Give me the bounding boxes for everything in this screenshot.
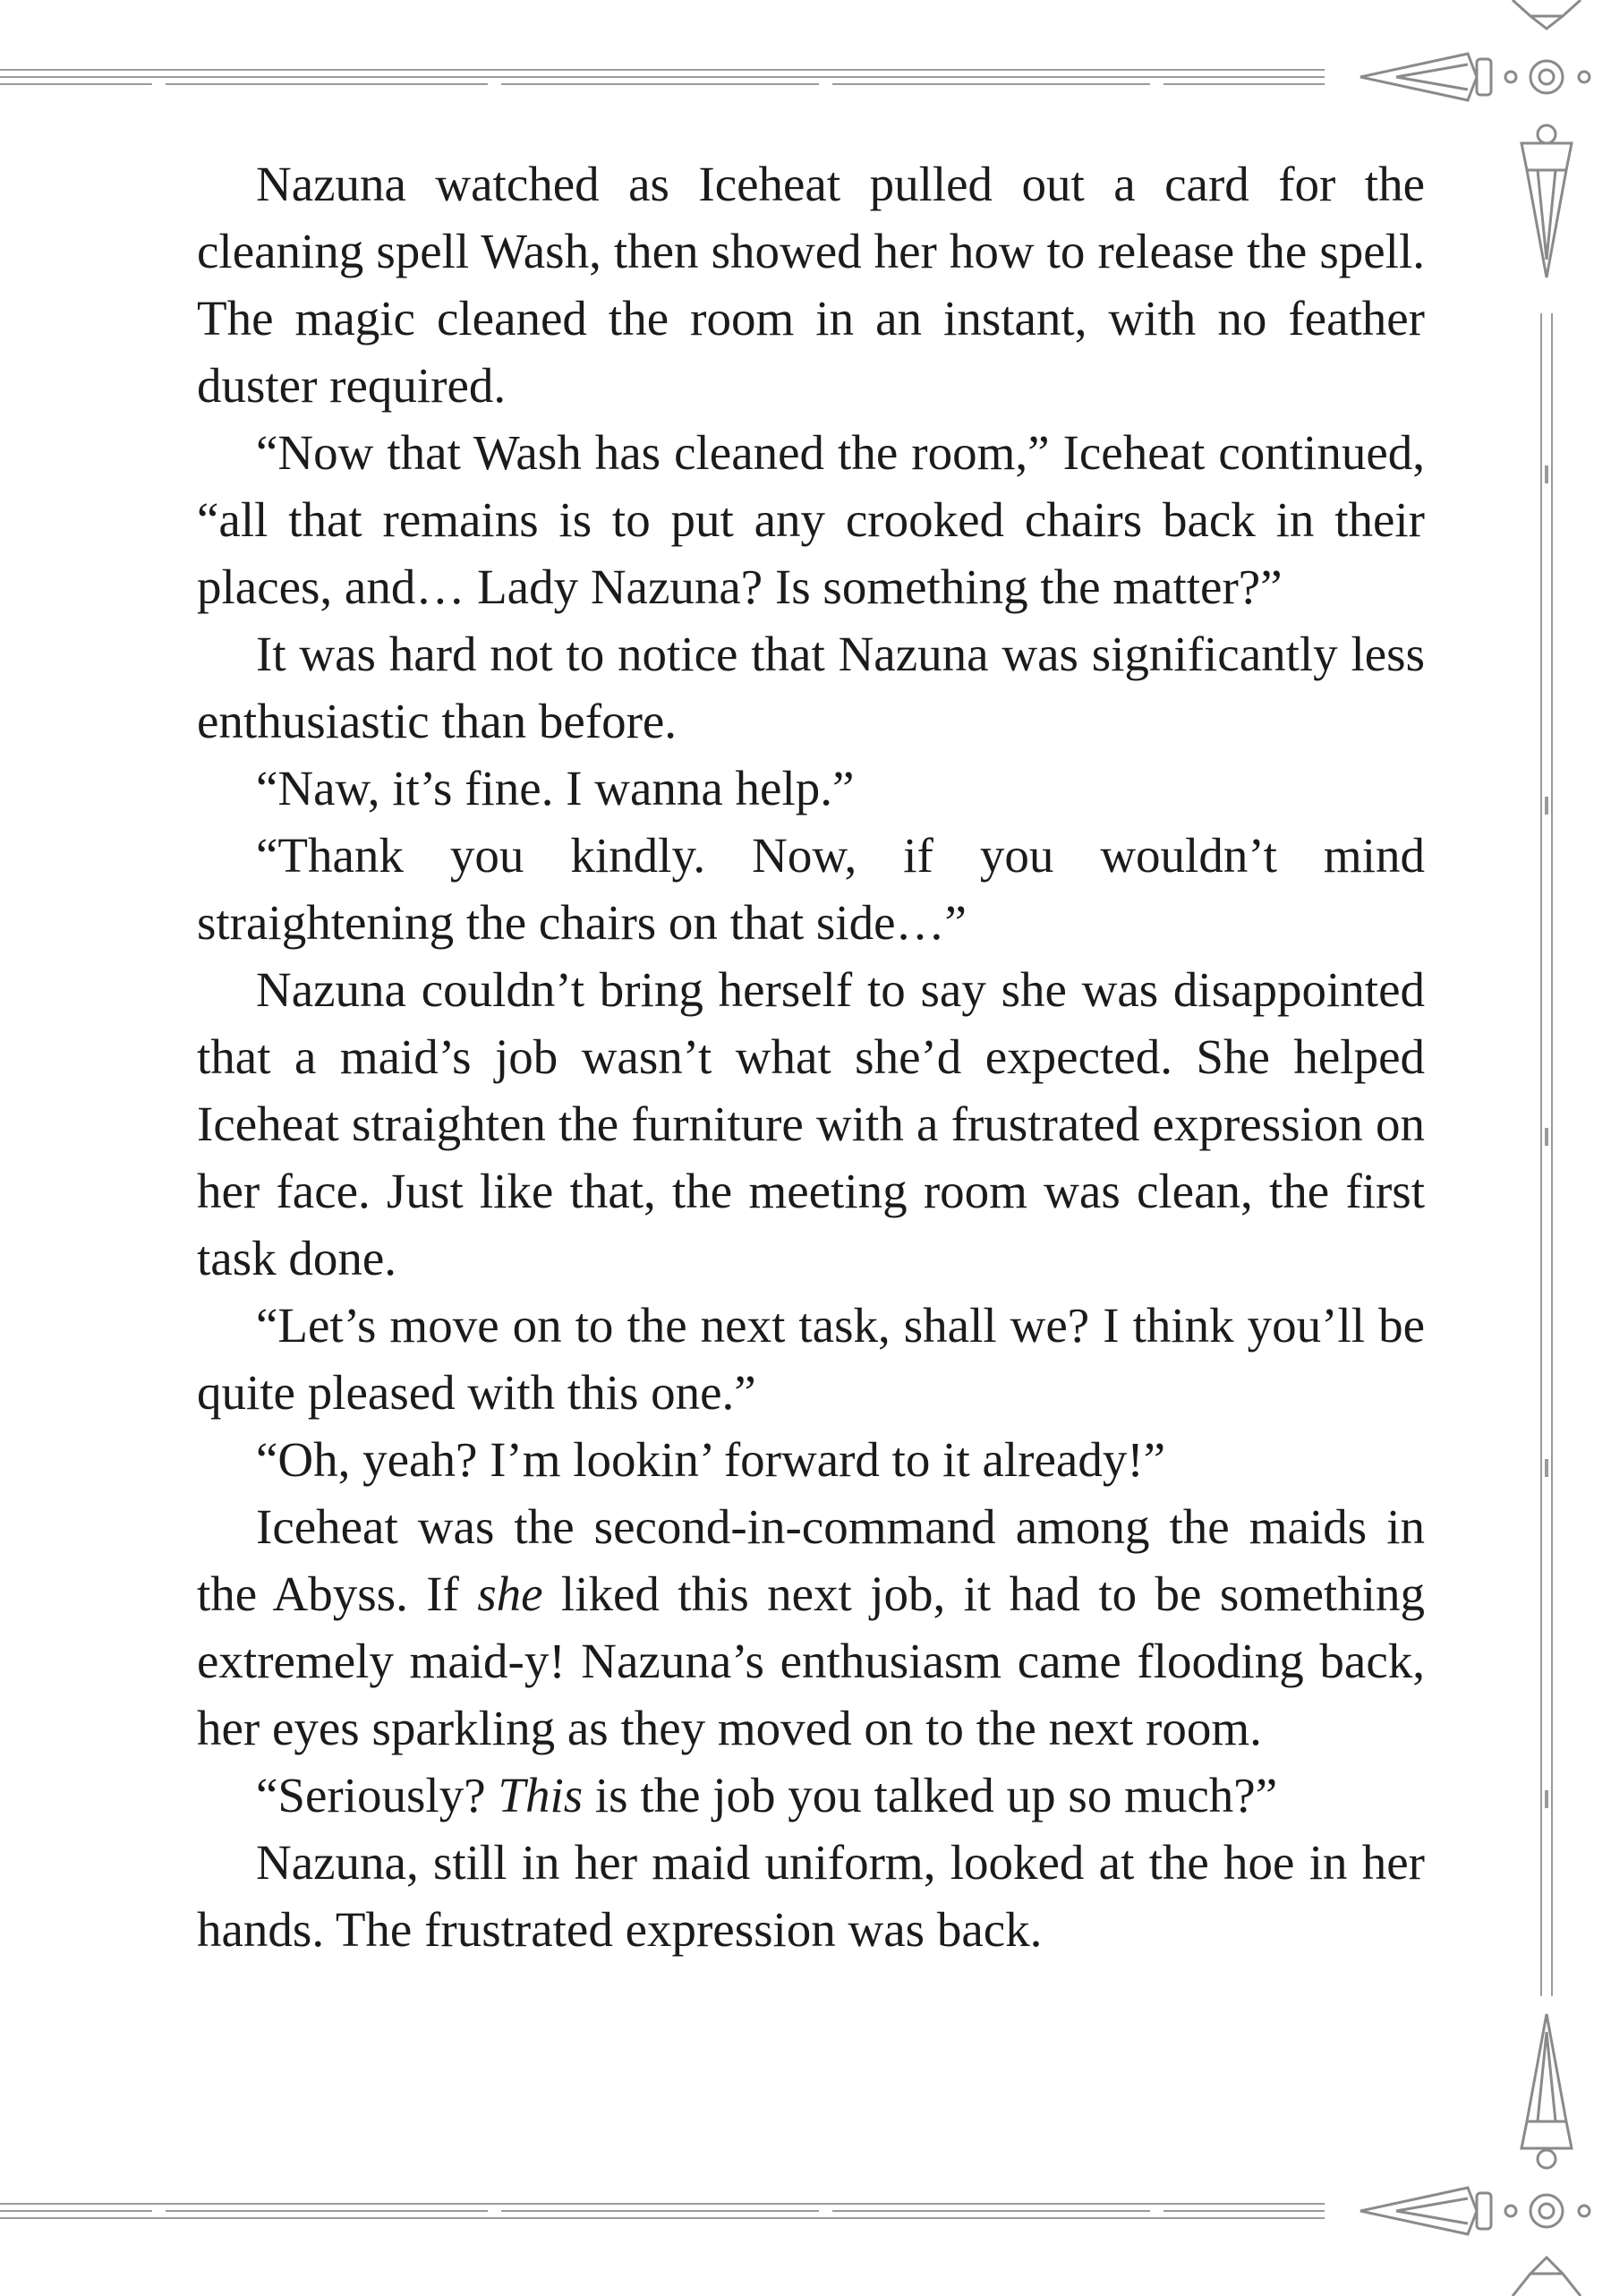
- text-run: Nazuna, still in her maid uniform, looked at the hoe in her hands. The frustrated expression was back.: [197, 1835, 1425, 1957]
- italic-run: This: [498, 1768, 584, 1822]
- text-run: It was hard not to notice that Nazuna was significantly less enthusiastic than before.: [197, 627, 1425, 748]
- text-run: Nazuna couldn’t bring herself to say she was disappointed that a maid’s job wasn’t what she’d expected. She helped Iceheat straighten the furniture with a frustrated expression on her face. Just like that, the meeting room was clean, the first task done.: [197, 962, 1425, 1285]
- paragraph: [197, 755, 1425, 822]
- paragraph: [197, 822, 1425, 956]
- paragraph: [197, 419, 1425, 620]
- text-run: “Thank you kindly. Now, if you wouldn’t mind straightening the chairs on that side…”: [197, 828, 1425, 950]
- text-run: “Now that Wash has cleaned the room,” Iceheat continued, “all that remains is to put any crooked chairs back in their places, and… Lady Nazuna? Is something the matter?”: [197, 425, 1425, 614]
- bottom-rule: [0, 2204, 1325, 2218]
- right-rule: [1541, 313, 1552, 1996]
- paragraph: [197, 1762, 1425, 1829]
- story-text: [197, 150, 1425, 1963]
- italic-run: she: [477, 1566, 543, 1621]
- text-run: “Naw, it’s fine. I wanna help.”: [256, 761, 855, 815]
- top-rule: [0, 70, 1325, 84]
- bottom-crystal-ornament-icon: [1360, 2014, 1590, 2296]
- text-run: liked this next job, it had to be something extremely maid-y! Nazuna’s enthusiasm came flooding back, her eyes sparkling as they moved on to the next room.: [197, 1566, 1425, 1755]
- text-run: “Let’s move on to the next task, shall we? I think you’ll be quite pleased with this one.”: [197, 1298, 1425, 1420]
- text-run: “Oh, yeah? I’m lookin’ forward to it already!”: [256, 1432, 1166, 1487]
- paragraph: [197, 150, 1425, 419]
- text-run: “Seriously?: [256, 1768, 499, 1822]
- text-run: is the job you talked up so much?”: [583, 1768, 1278, 1822]
- text-run: Iceheat was the second-in-command among the maids in the Abyss. If: [197, 1499, 1425, 1621]
- paragraph: [197, 1493, 1425, 1762]
- paragraph: [197, 620, 1425, 755]
- text-run: Nazuna watched as Iceheat pulled out a card for the cleaning spell Wash, then showed her how to release the spell. The magic cleaned the room in an instant, with no feather duster required.: [197, 157, 1425, 413]
- paragraph: [197, 956, 1425, 1292]
- paragraph: [197, 1292, 1425, 1426]
- paragraph: [197, 1426, 1425, 1493]
- paragraph: [197, 1829, 1425, 1963]
